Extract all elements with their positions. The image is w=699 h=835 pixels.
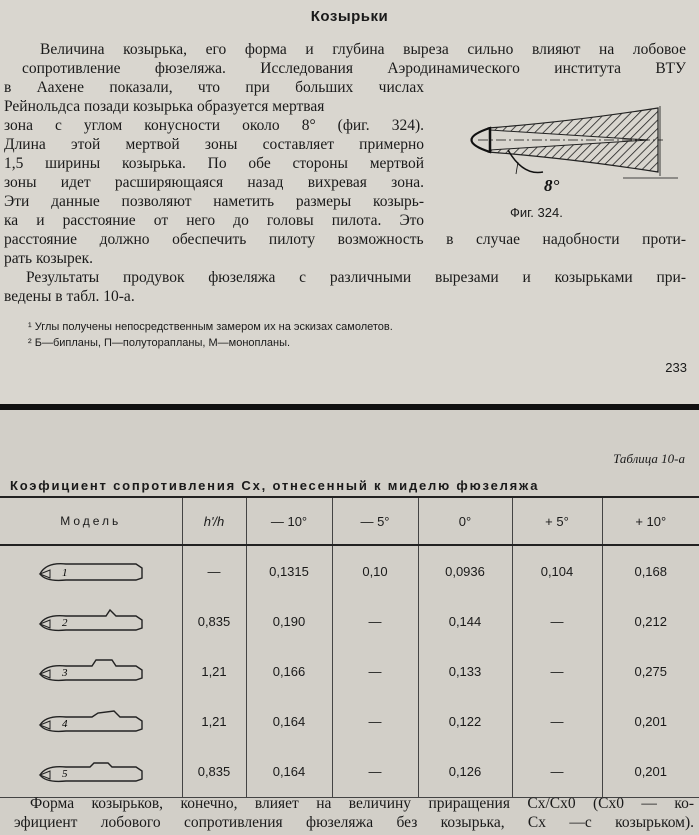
bottom-paragraph: [14, 794, 694, 832]
model-sketch-cell: [0, 646, 182, 696]
cell-plus-5: 0,104: [512, 545, 602, 596]
footnote-2: ² Б—бипланы, П—полуторапланы, М—монопланы.: [28, 337, 291, 349]
cell-plus-5: —: [512, 646, 602, 696]
fuselage-sketch-icon: [36, 556, 146, 586]
text-line: эфициент лобового сопротивления фюзеляжа без козырька, Cx —с козырьком).: [14, 814, 694, 831]
header-minus-5: — 5°: [332, 497, 418, 545]
model-number: 1: [61, 567, 68, 580]
model-sketch-cell: [0, 545, 182, 596]
model-sketch-cell: [0, 596, 182, 646]
cell-plus-5: —: [512, 747, 602, 798]
header-plus-5: + 5°: [512, 497, 602, 545]
cell-minus-10: 0,1315: [246, 545, 332, 596]
drag-coefficient-table: [0, 496, 699, 798]
text-line: расстояние должно обеспечить пилоту возможность в случае надобности проти-: [4, 231, 686, 248]
model-sketch-cell: [0, 747, 182, 798]
text-line: Форма козырьков, конечно, влияет на величину приращения Cx/Cx0 (Cx0 — ко-: [30, 795, 694, 812]
text-line: ведены в табл. 10-a.: [4, 288, 135, 305]
cell-zero: 0,126: [418, 747, 512, 798]
cell-minus-10: 0,166: [246, 646, 332, 696]
top-page: [0, 0, 699, 404]
cell-h-ratio: 0,835: [182, 747, 246, 798]
figure-caption: Фиг. 324.: [510, 205, 563, 220]
table-row: [0, 747, 699, 798]
table-label: Таблица 10-а: [613, 451, 685, 466]
text-line: 1,5 ширины козырька. По обе стороны мертвой: [4, 155, 424, 172]
cell-h-ratio: 1,21: [182, 697, 246, 747]
cell-minus-5: 0,10: [332, 545, 418, 596]
section-title: Козырьки: [310, 8, 389, 25]
model-sketch-cell: [0, 697, 182, 747]
text-line: зона с углом конусности около 8° (фиг. 324).: [4, 117, 424, 134]
text-line: Рейнольдса позади козырька образуется мертвая: [4, 98, 325, 115]
text-line: сопротивление фюзеляжа. Исследования Аэродинамического института ВТУ: [22, 60, 686, 77]
table-row: [0, 545, 699, 596]
footnotes: [28, 319, 393, 351]
cell-zero: 0,144: [418, 596, 512, 646]
model-number: 2: [61, 617, 68, 630]
cell-minus-10: 0,190: [246, 596, 332, 646]
page-number: 233: [665, 360, 687, 375]
cell-plus-5: —: [512, 596, 602, 646]
cell-minus-10: 0,164: [246, 747, 332, 798]
cell-h-ratio: 1,21: [182, 646, 246, 696]
cell-h-ratio: —: [182, 545, 246, 596]
table-row: [0, 646, 699, 696]
header-zero: 0°: [418, 497, 512, 545]
cell-zero: 0,133: [418, 646, 512, 696]
text-line: Результаты продувок фюзеляжа с различными вырезами и козырьками при-: [26, 269, 686, 286]
cell-plus-10: 0,201: [602, 747, 699, 798]
angle-label: 8°: [544, 176, 560, 195]
table-row: [0, 596, 699, 646]
cell-minus-5: —: [332, 596, 418, 646]
table-header-row: [0, 497, 699, 545]
cell-plus-10: 0,275: [602, 646, 699, 696]
fuselage-sketch-icon: [36, 757, 146, 787]
fuselage-sketch-icon: [36, 606, 146, 636]
cell-h-ratio: 0,835: [182, 596, 246, 646]
cell-minus-5: —: [332, 697, 418, 747]
fuselage-sketch-icon: [36, 656, 146, 686]
text-line: зоны идет расширяющаяся назад вихревая зона.: [4, 174, 424, 191]
footnote-1: ¹ Углы получены непосредственным замером их на эскизах самолетов.: [28, 321, 393, 333]
header-h-ratio: h'/h: [182, 497, 246, 545]
cell-plus-5: —: [512, 697, 602, 747]
cell-minus-5: —: [332, 646, 418, 696]
text-line: Величина козырька, его форма и глубина выреза сильно влияют на лобовое: [40, 41, 686, 58]
windshield-dead-zone-diagram: [448, 100, 688, 205]
paragraph-narrow: [4, 78, 424, 230]
table-row: [0, 697, 699, 747]
text-line: ка и расстояние от него до головы пилота. Это: [4, 212, 424, 229]
table-title: Коэфициент сопротивления Cx, отнесенный к миделю фюзеляжа: [10, 478, 540, 493]
cell-plus-10: 0,168: [602, 545, 699, 596]
model-number: 5: [61, 767, 68, 780]
paragraph-wide-2: [4, 230, 686, 306]
text-line: Эти данные позволяют наметить размеры козырь-: [4, 193, 424, 210]
text-line: в Аахене показали, что при больших числах: [4, 79, 424, 96]
cell-zero: 0,122: [418, 697, 512, 747]
cell-plus-10: 0,212: [602, 596, 699, 646]
text-line: рать козырек.: [4, 250, 94, 267]
paragraph-wide: [22, 40, 686, 78]
cell-zero: 0,0936: [418, 545, 512, 596]
cell-plus-10: 0,201: [602, 697, 699, 747]
figure-324: [448, 100, 688, 222]
model-number: 4: [61, 717, 68, 730]
header-model: Модель: [0, 497, 182, 545]
header-plus-10: + 10°: [602, 497, 699, 545]
text-line: Длина этой мертвой зоны составляет примерно: [4, 136, 424, 153]
model-number: 3: [61, 667, 68, 680]
cell-minus-5: —: [332, 747, 418, 798]
fuselage-sketch-icon: [36, 707, 146, 737]
cell-minus-10: 0,164: [246, 697, 332, 747]
header-minus-10: — 10°: [246, 497, 332, 545]
